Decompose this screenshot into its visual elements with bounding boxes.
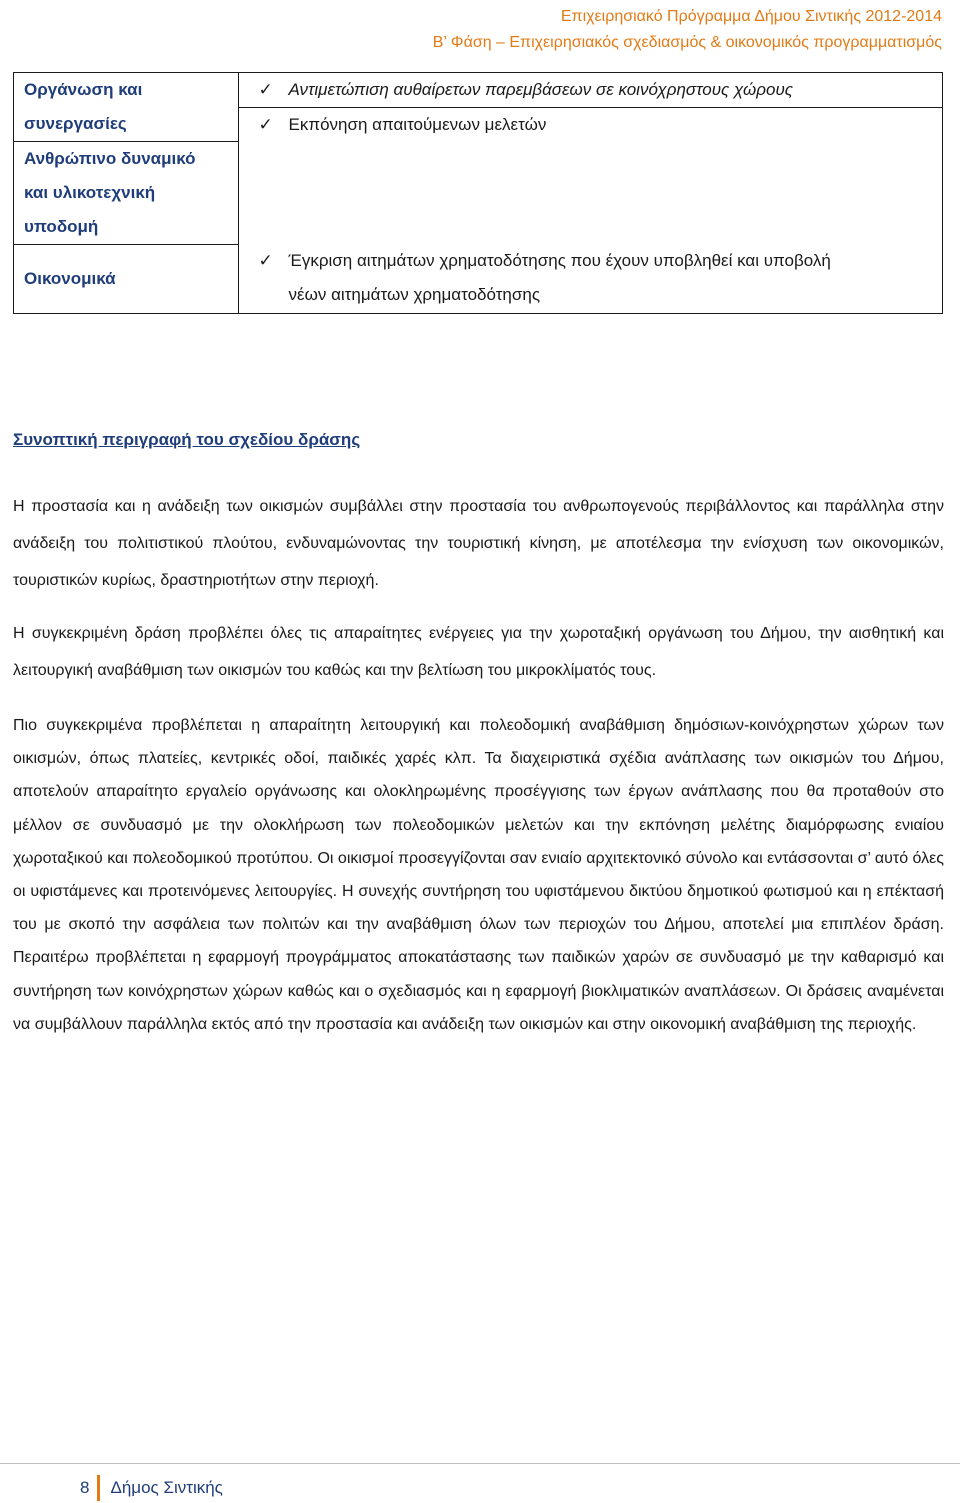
body-paragraph: Η συγκεκριμένη δράση προβλέπει όλες τις απαραίτητες ενέργειες για την χωροταξική οργάνωση του Δήμου, την αισθητική και λειτουργική αναβάθμιση των οικισμών του καθώς και την βελτίωση του μικροκλίματός τους.: [13, 625, 944, 679]
running-header: [433, 4, 942, 56]
empty-cell-space: [239, 142, 943, 244]
action-text-line: Έγκριση αιτημάτων χρηματοδότησης που έχουν υποβληθεί και υποβολή: [288, 251, 831, 270]
action-text-line: νέων αιτημάτων χρηματοδότησης: [288, 285, 541, 304]
category-label-line: Ανθρώπινο δυναμικό: [24, 149, 196, 168]
category-label-line: Οικονομικά: [24, 269, 116, 288]
check-icon: ✓: [258, 115, 273, 134]
body-paragraph: Η προστασία και η ανάδειξη των οικισμών συμβάλλει στην προστασία του ανθρωπογενούς περιβάλλοντος και παράλληλα στην ανάδειξη του πολιτιστικού πλούτου, ενδυναμώνοντας την τουριστική κίνηση, με αποτέλεσμα την ενίσχυση των οικονομικών, τουριστικών κυρίως, δραστηριοτήτων στην περιοχή.: [13, 498, 944, 589]
category-label-line: και υλικοτεχνική: [24, 183, 156, 202]
category-label-line: υποδομή: [24, 217, 99, 236]
check-icon: ✓: [258, 80, 273, 99]
page-number: 8: [80, 1478, 90, 1497]
page-footer: [80, 1475, 223, 1501]
list-item: [239, 244, 943, 312]
category-financial: [14, 244, 238, 313]
list-item: [239, 73, 943, 107]
footer-accent-bar: [97, 1475, 100, 1501]
header-phase-title: Β’ Φάση – Επιχειρησιακός σχεδιασμός & οικονομικός προγραμματισμός: [432, 34, 942, 51]
category-label-line: συνεργασίες: [24, 114, 127, 133]
action-plan-table: [13, 72, 943, 314]
category-human-resources: [14, 141, 238, 244]
category-column: [14, 73, 239, 314]
header-program-title: Επιχειρησιακό Πρόγραμμα Δήμου Σιντικής 2012-2014: [560, 8, 942, 25]
check-icon: ✓: [258, 251, 273, 270]
category-organization: [14, 73, 238, 141]
body-paragraph: Πιο συγκεκριμένα προβλέπεται η απαραίτητη λειτουργική και πολεοδομική αναβάθμιση δημόσιων-κοινόχρηστων χώρων των οικισμών, όπως πλατείες, κεντρικές οδοί, παιδικές χαρές κλπ. Τα διαχειριστικά σχέδια ανάπλασης των οικισμών του Δήμου, αποτελούν απαραίτητο εργαλείο οργάνωσης και ολοκληρωμένης προσέγγισης των έργων ανάπλασης που θα προταθούν στο μέλλον σε συνδυασμό με την ολοκλήρωση των πολεοδομικών μελετών και την εκπόνηση μελέτης διαμόρφωσης ενιαίου χωροταξικού και πολεοδομικού προτύπου. Οι οικισμοί προσεγγίζονται σαν ενιαίο αρχιτεκτονικό σύνολο και εντάσσονται σ’ αυτό όλες οι υφιστάμενες και προτεινόμενες λειτουργίες. Η συνεχής συντήρηση του υφιστάμενου δικτύου δημοτικού φωτισμού και η επέκτασή του με σκοπό την ασφάλεια των πολιτών και την αναβάθμιση όλων των περιοχών του Δήμου, αποτελεί μια επιπλέον δράση. Περαιτέρω προβλέπεται η εφαρμογή προγράμματος αποκατάστασης των παιδικών χαρών σε συνδυασμό με την καθαρισμό και συντήρηση των κοινόχρηστων χώρων καθώς και ο σχεδιασμός και η εφαρμογή βιοκλιματικών αναπλάσεων. Οι δράσεις αναμένεται να συμβάλλουν παράλληλα εκτός από την προστασία και ανάδειξη των οικισμών και στην οικονομική αναβάθμιση της περιοχής.: [13, 717, 944, 1033]
action-text: Αντιμετώπιση αυθαίρετων παρεμβάσεων σε κοινόχρηστους χώρους: [288, 80, 794, 99]
footer-divider: [0, 1463, 960, 1464]
footer-municipality: Δήμος Σιντικής: [110, 1478, 223, 1497]
action-text: Εκπόνηση απαιτούμενων μελετών: [288, 115, 547, 134]
list-item: [239, 108, 943, 142]
table-row: [14, 73, 943, 314]
actions-column: [238, 73, 943, 314]
section-title: Συνοπτική περιγραφή του σχεδίου δράσης: [13, 430, 361, 449]
category-label-line: Οργάνωση και: [24, 80, 143, 99]
